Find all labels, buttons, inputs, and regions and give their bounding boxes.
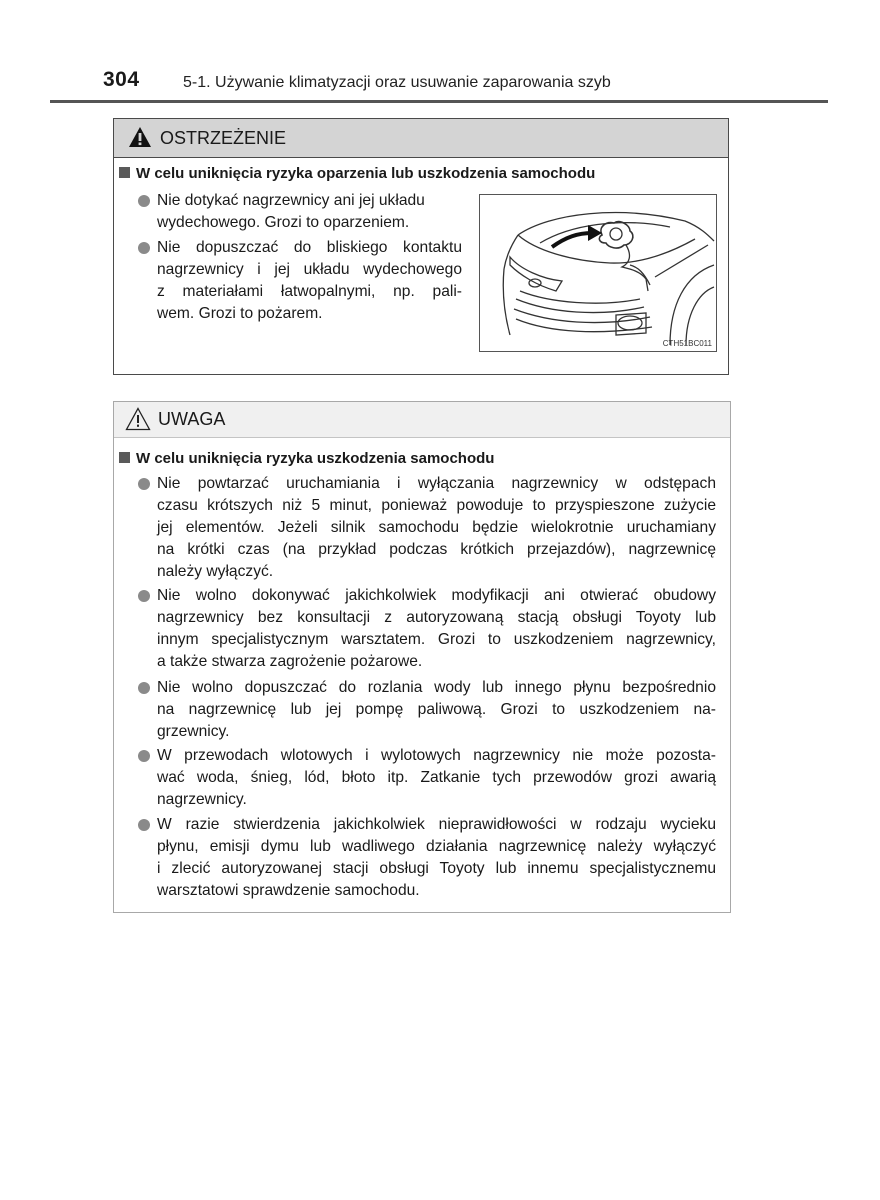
caution-bullet-line: nagrzewnicy bez konsultacji z autoryzowaną stacją obsługi Toyoty lub (157, 609, 716, 626)
caution-bullet-line: płynu, emisji dymu lub wadliwego działania nagrzewnicę należy wyłączyć (157, 838, 716, 855)
caution-bullet-2 (138, 585, 716, 673)
caution-bullet-line: W razie stwierdzenia jakichkolwiek nieprawidłowości w rodzaju wycieku (157, 816, 716, 833)
caution-bullet-line: a także stwarza zagrożenie pożarowe. (157, 653, 423, 670)
heater-location-figure (479, 194, 717, 352)
caution-bullet-line: Nie powtarzać uruchamiania i wyłączania nagrzewnicy w odstępach (157, 475, 716, 492)
caution-bullet-line: nagrzewnicy. (157, 791, 247, 808)
figure-code: CTH51BC011 (662, 339, 712, 348)
caution-bullet-line: innym specjalistycznym warsztatem. Grozi to uszkodzeniem nagrzewnicy, (157, 631, 716, 648)
caution-bullet-line: grzewnicy. (157, 723, 230, 740)
bullet-dot-icon (138, 750, 150, 762)
caution-bullet-line: jej elementów. Jeżeli silnik samochodu będzie wielokrotnie uruchamiany (157, 519, 716, 536)
caution-triangle-icon (125, 407, 151, 436)
bullet-dot-icon (138, 590, 150, 602)
caution-subheading: W celu uniknięcia ryzyka uszkodzenia samochodu (119, 450, 494, 467)
square-bullet-icon (119, 452, 130, 463)
bullet-dot-icon (138, 478, 150, 490)
caution-header (114, 402, 730, 438)
caution-bullet-line: i zlecić autoryzowanej stacji obsługi Toyoty lub innemu specjalistycznemu (157, 860, 716, 877)
warning-title: OSTRZEŻENIE (160, 128, 287, 148)
car-front-illustration (480, 195, 716, 351)
section-title: 5-1. Używanie klimatyzacji oraz usuwanie zaparowania szyb (183, 74, 611, 91)
caution-bullet-line: wać woda, śnieg, lód, błoto itp. Zatkanie tych przewodów grozi awarią (157, 769, 716, 786)
caution-bullet-line: W przewodach wlotowych i wylotowych nagrzewnicy nie może pozosta- (157, 747, 716, 764)
caution-bullet-4 (138, 745, 716, 811)
bullet-dot-icon (138, 682, 150, 694)
bullet-dot-icon (138, 242, 150, 254)
caution-bullet-line: Nie wolno dokonywać jakichkolwiek modyfikacji ani otwierać obudowy (157, 587, 716, 604)
warning-triangle-icon (128, 126, 152, 153)
page-number: 304 (103, 68, 140, 91)
caution-bullet-line: należy wyłączyć. (157, 563, 274, 580)
bullet-dot-icon (138, 195, 150, 207)
square-bullet-icon (119, 167, 130, 178)
caution-bullet-line: na nagrzewnicę lub jej pompę paliwową. Grozi to uszkodzeniem na- (157, 701, 716, 718)
caution-bullet-line: czasu krótszych niż 5 minut, ponieważ powoduje to przyspieszone zużycie (157, 497, 716, 514)
warning-header (114, 119, 728, 158)
caution-bullet-1 (138, 473, 716, 583)
caution-bullet-5 (138, 814, 716, 902)
caution-bullet-3 (138, 677, 716, 743)
caution-bullet-line: na krótki czas (na przykład podczas krótkich przejazdów), nagrzewnicę (157, 541, 716, 558)
warning-bullet-1: Nie dotykać nagrzewnicy ani jej układu wydechowego. Grozi to oparzeniem. (138, 190, 466, 234)
caution-bullet-line: warsztatowi sprawdzenie samochodu. (157, 882, 420, 899)
warning-subheading: W celu uniknięcia ryzyka oparzenia lub uszkodzenia samochodu (119, 165, 595, 182)
caution-title: UWAGA (158, 409, 226, 429)
bullet-dot-icon (138, 819, 150, 831)
warning-bullet-2: Nie dopuszczać do bliskiego kontaktu nagrzewnicy i jej układu wydechowego z materiałami łatwopalnymi, np. pali- wem. Grozi to pożarem. (138, 237, 462, 325)
header-rule (50, 100, 828, 103)
caution-bullet-line: Nie wolno dopuszczać do rozlania wody lub innego płynu bezpośrednio (157, 679, 716, 696)
